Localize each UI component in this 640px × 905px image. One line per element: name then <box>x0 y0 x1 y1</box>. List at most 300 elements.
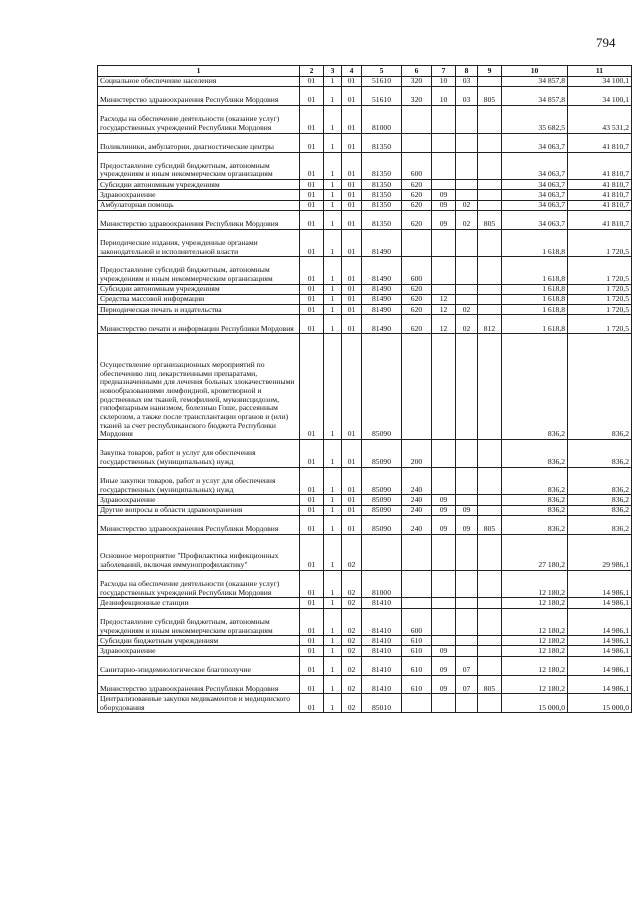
column-header: 8 <box>456 66 478 77</box>
table-cell: 81490 <box>362 257 402 285</box>
table-cell <box>478 229 502 257</box>
table-cell: 01 <box>300 305 324 315</box>
table-cell: 1 <box>324 495 342 505</box>
table-cell: 01 <box>342 200 362 210</box>
table-cell: 1 720,5 <box>568 229 632 257</box>
table-row <box>98 598 632 608</box>
table-cell: 81410 <box>362 646 402 656</box>
row-description: Субсидии автономным учреждениям <box>98 180 300 190</box>
table-cell: 320 <box>402 87 432 106</box>
table-cell: 1 720,5 <box>568 257 632 285</box>
table-cell <box>456 495 478 505</box>
table-cell: 836,2 <box>502 495 568 505</box>
table-cell: 836,2 <box>568 505 632 515</box>
table-cell: 1 <box>324 180 342 190</box>
table-cell: 85010 <box>362 694 402 713</box>
table-cell <box>402 534 432 570</box>
table-cell: 620 <box>402 210 432 229</box>
table-cell: 01 <box>342 440 362 468</box>
table-row <box>98 608 632 636</box>
table-cell <box>456 190 478 200</box>
table-cell: 01 <box>342 515 362 534</box>
table-cell: 1 618,8 <box>502 294 568 304</box>
table-cell: 07 <box>456 675 478 694</box>
table-cell: 01 <box>300 229 324 257</box>
table-row <box>98 77 632 87</box>
row-description: Санитарно-эпидемиологическое благополучие <box>98 656 300 675</box>
table-cell: 240 <box>402 515 432 534</box>
table-cell: 01 <box>300 133 324 152</box>
table-row <box>98 200 632 210</box>
table-cell <box>432 608 456 636</box>
table-cell: 03 <box>456 77 478 87</box>
row-description: Закупка товаров, работ и услуг для обеспечения государственных (муниципальных) нужд <box>98 440 300 468</box>
table-cell: 12 180,2 <box>502 656 568 675</box>
column-header: 2 <box>300 66 324 77</box>
table-cell: 01 <box>300 200 324 210</box>
table-cell <box>478 598 502 608</box>
table-cell: 01 <box>300 77 324 87</box>
table-cell: 10 <box>432 77 456 87</box>
table-cell: 1 <box>324 598 342 608</box>
table-cell <box>456 106 478 134</box>
table-cell: 1 <box>324 229 342 257</box>
table-cell: 610 <box>402 636 432 646</box>
table-cell: 09 <box>432 646 456 656</box>
table-row <box>98 646 632 656</box>
table-cell: 01 <box>342 77 362 87</box>
row-description: Периодические издания, учрежденные органами законодательной и исполнительной власти <box>98 229 300 257</box>
table-cell <box>456 284 478 294</box>
table-cell: 02 <box>342 675 362 694</box>
table-cell: 09 <box>432 200 456 210</box>
table-cell: 01 <box>342 284 362 294</box>
table-cell: 01 <box>300 694 324 713</box>
table-cell: 1 <box>324 87 342 106</box>
page-number: 794 <box>596 35 616 50</box>
table-cell: 1 <box>324 656 342 675</box>
table-cell: 85090 <box>362 440 402 468</box>
table-cell <box>402 106 432 134</box>
table-cell: 02 <box>456 305 478 315</box>
table-row <box>98 505 632 515</box>
table-cell: 02 <box>342 570 362 598</box>
table-cell <box>402 133 432 152</box>
table-cell: 1 <box>324 133 342 152</box>
table-row <box>98 305 632 315</box>
table-cell: 81410 <box>362 608 402 636</box>
table-cell <box>432 180 456 190</box>
table-cell <box>478 467 502 495</box>
table-cell <box>456 440 478 468</box>
column-header: 3 <box>324 66 342 77</box>
table-cell: 1 720,5 <box>568 284 632 294</box>
table-row <box>98 229 632 257</box>
table-cell: 01 <box>342 334 362 440</box>
table-cell: 41 810,7 <box>568 180 632 190</box>
table-cell: 34 063,7 <box>502 152 568 180</box>
table-cell <box>432 440 456 468</box>
table-row <box>98 294 632 304</box>
table-cell: 836,2 <box>568 515 632 534</box>
table-cell: 1 618,8 <box>502 257 568 285</box>
table-cell: 51610 <box>362 77 402 87</box>
table-cell: 85090 <box>362 334 402 440</box>
table-cell: 01 <box>300 608 324 636</box>
table-cell: 81410 <box>362 675 402 694</box>
table-cell: 81490 <box>362 229 402 257</box>
table-row <box>98 534 632 570</box>
column-header: 1 <box>98 66 300 77</box>
table-cell: 1 <box>324 305 342 315</box>
table-cell: 01 <box>342 87 362 106</box>
column-header: 9 <box>478 66 502 77</box>
table-cell <box>478 534 502 570</box>
table-cell <box>402 570 432 598</box>
table-cell: 836,2 <box>568 440 632 468</box>
table-row <box>98 210 632 229</box>
table-row <box>98 180 632 190</box>
table-cell: 620 <box>402 190 432 200</box>
row-description: Здравоохранение <box>98 495 300 505</box>
table-cell: 07 <box>456 656 478 675</box>
table-cell: 620 <box>402 315 432 334</box>
table-cell: 41 810,7 <box>568 133 632 152</box>
table-row <box>98 694 632 713</box>
table-cell: 01 <box>342 257 362 285</box>
table-cell: 81350 <box>362 180 402 190</box>
table-cell: 02 <box>342 646 362 656</box>
row-description: Предоставление субсидий бюджетным, автономным учреждениям и иным некоммерческим организациям <box>98 608 300 636</box>
table-cell: 01 <box>342 294 362 304</box>
table-cell: 610 <box>402 675 432 694</box>
table-cell: 805 <box>478 515 502 534</box>
table-cell: 34 063,7 <box>502 210 568 229</box>
table-cell <box>478 570 502 598</box>
table-cell: 12 <box>432 294 456 304</box>
table-cell <box>478 77 502 87</box>
table-cell: 12 <box>432 315 456 334</box>
table-cell: 14 986,1 <box>568 598 632 608</box>
table-cell <box>456 608 478 636</box>
table-cell: 620 <box>402 305 432 315</box>
table-cell: 01 <box>300 467 324 495</box>
table-cell: 81490 <box>362 305 402 315</box>
table-cell: 02 <box>342 656 362 675</box>
row-description: Поликлиники, амбулатории, диагностические центры <box>98 133 300 152</box>
table-cell <box>402 229 432 257</box>
table-cell: 01 <box>342 133 362 152</box>
table-cell: 836,2 <box>502 467 568 495</box>
table-cell: 1 <box>324 284 342 294</box>
table-cell <box>432 284 456 294</box>
row-description: Предоставление субсидий бюджетным, автономным учреждениям и иным некоммерческим организациям <box>98 257 300 285</box>
table-cell: 836,2 <box>502 505 568 515</box>
table-cell: 01 <box>342 229 362 257</box>
table-cell: 01 <box>342 505 362 515</box>
table-cell <box>432 534 456 570</box>
table-cell: 85090 <box>362 495 402 505</box>
table-cell: 01 <box>342 305 362 315</box>
table-cell: 41 810,7 <box>568 210 632 229</box>
table-row <box>98 284 632 294</box>
table-cell: 805 <box>478 675 502 694</box>
table-cell: 01 <box>342 315 362 334</box>
column-header: 4 <box>342 66 362 77</box>
row-description: Централизованные закупки медикаментов и медицинского оборудования <box>98 694 300 713</box>
table-cell <box>478 305 502 315</box>
table-cell: 14 986,1 <box>568 636 632 646</box>
table-cell: 1 <box>324 534 342 570</box>
table-cell: 34 857,8 <box>502 77 568 87</box>
row-description: Амбулаторная помощь <box>98 200 300 210</box>
table-cell: 02 <box>342 694 362 713</box>
row-description: Министерство здравоохранения Республики Мордовия <box>98 515 300 534</box>
table-cell: 1 <box>324 694 342 713</box>
row-description: Дезинфекционные станции <box>98 598 300 608</box>
table-cell: 240 <box>402 495 432 505</box>
table-cell: 01 <box>300 495 324 505</box>
table-cell: 200 <box>402 440 432 468</box>
table-cell <box>478 646 502 656</box>
table-cell <box>478 180 502 190</box>
table-cell: 01 <box>300 294 324 304</box>
row-description: Здравоохранение <box>98 190 300 200</box>
table-cell: 1 720,5 <box>568 294 632 304</box>
row-description: Расходы на обеспечение деятельности (оказание услуг) государственных учреждений Республики Мордовия <box>98 570 300 598</box>
table-cell: 34 063,7 <box>502 190 568 200</box>
table-cell: 01 <box>342 467 362 495</box>
table-cell: 09 <box>432 515 456 534</box>
row-description: Расходы на обеспечение деятельности (оказание услуг) государственных учреждений Республики Мордовия <box>98 106 300 134</box>
table-cell: 81350 <box>362 190 402 200</box>
table-cell: 02 <box>342 636 362 646</box>
table-cell: 34 857,8 <box>502 87 568 106</box>
table-cell: 01 <box>342 210 362 229</box>
table-cell: 600 <box>402 608 432 636</box>
table-cell: 805 <box>478 87 502 106</box>
table-cell: 12 180,2 <box>502 570 568 598</box>
table-cell: 14 986,1 <box>568 656 632 675</box>
table-cell: 1 <box>324 646 342 656</box>
table-cell <box>432 229 456 257</box>
table-cell: 1 <box>324 106 342 134</box>
table-cell: 01 <box>300 646 324 656</box>
table-cell: 836,2 <box>568 495 632 505</box>
table-cell: 12 180,2 <box>502 675 568 694</box>
table-cell <box>432 636 456 646</box>
table-cell: 1 618,8 <box>502 305 568 315</box>
table-cell: 81490 <box>362 315 402 334</box>
table-cell <box>432 106 456 134</box>
table-cell <box>478 152 502 180</box>
table-cell: 01 <box>342 106 362 134</box>
row-description: Основное мероприятие "Профилактика инфекционных заболеваний, включая иммунопрофилактику" <box>98 534 300 570</box>
table-row <box>98 636 632 646</box>
table-row <box>98 257 632 285</box>
table-cell <box>456 229 478 257</box>
table-cell: 14 986,1 <box>568 675 632 694</box>
table-cell: 1 <box>324 190 342 200</box>
table-cell: 240 <box>402 467 432 495</box>
table-cell <box>432 467 456 495</box>
row-description: Субсидии автономным учреждениям <box>98 284 300 294</box>
row-description: Министерство печати и информации Республики Мордовия <box>98 315 300 334</box>
table-cell: 1 <box>324 315 342 334</box>
table-cell: 610 <box>402 656 432 675</box>
table-cell: 10 <box>432 87 456 106</box>
row-description: Иные закупки товаров, работ и услуг для обеспечения государственных (муниципальных) нужд <box>98 467 300 495</box>
table-cell: 1 <box>324 200 342 210</box>
table-cell: 1 <box>324 467 342 495</box>
table-cell: 02 <box>456 200 478 210</box>
table-cell: 620 <box>402 294 432 304</box>
table-cell: 01 <box>342 495 362 505</box>
table-cell: 01 <box>300 440 324 468</box>
table-cell: 09 <box>432 190 456 200</box>
table-cell <box>478 106 502 134</box>
table-row <box>98 440 632 468</box>
table-cell <box>432 334 456 440</box>
table-cell: 09 <box>432 495 456 505</box>
table-cell: 81350 <box>362 200 402 210</box>
table-cell: 12 180,2 <box>502 598 568 608</box>
table-cell: 51610 <box>362 87 402 106</box>
table-cell <box>456 257 478 285</box>
table-cell: 81350 <box>362 210 402 229</box>
table-cell: 01 <box>300 534 324 570</box>
table-cell: 09 <box>432 656 456 675</box>
table-cell: 836,2 <box>568 334 632 440</box>
table-cell <box>432 598 456 608</box>
column-header: 11 <box>568 66 632 77</box>
table-cell: 836,2 <box>568 467 632 495</box>
column-header: 7 <box>432 66 456 77</box>
table-cell <box>432 694 456 713</box>
table-cell: 85090 <box>362 505 402 515</box>
table-cell: 620 <box>402 200 432 210</box>
table-cell: 836,2 <box>502 334 568 440</box>
table-cell <box>456 152 478 180</box>
table-cell: 81490 <box>362 294 402 304</box>
table-cell: 09 <box>432 505 456 515</box>
table-cell <box>478 200 502 210</box>
table-cell: 12 180,2 <box>502 636 568 646</box>
table-cell: 09 <box>432 675 456 694</box>
table-cell <box>362 534 402 570</box>
table-cell: 01 <box>300 284 324 294</box>
table-row <box>98 515 632 534</box>
table-cell: 03 <box>456 87 478 106</box>
table-cell <box>456 133 478 152</box>
budget-table <box>97 65 632 713</box>
table-cell: 02 <box>342 608 362 636</box>
row-description: Министерство здравоохранения Республики Мордовия <box>98 87 300 106</box>
table-cell: 1 <box>324 294 342 304</box>
table-cell: 1 618,8 <box>502 229 568 257</box>
table-cell: 81410 <box>362 656 402 675</box>
table-cell: 41 810,7 <box>568 190 632 200</box>
table-cell <box>478 495 502 505</box>
table-cell: 1 <box>324 675 342 694</box>
column-header: 6 <box>402 66 432 77</box>
table-cell <box>432 570 456 598</box>
table-cell <box>478 334 502 440</box>
table-cell: 1 618,8 <box>502 315 568 334</box>
table-row <box>98 87 632 106</box>
table-cell: 1 <box>324 334 342 440</box>
table-cell: 35 682,5 <box>502 106 568 134</box>
table-cell: 81350 <box>362 152 402 180</box>
table-cell <box>478 133 502 152</box>
table-cell <box>432 133 456 152</box>
table-cell <box>432 152 456 180</box>
table-cell: 01 <box>300 598 324 608</box>
table-cell: 01 <box>342 180 362 190</box>
table-cell: 1 618,8 <box>502 284 568 294</box>
table-cell: 41 810,7 <box>568 152 632 180</box>
table-cell: 240 <box>402 505 432 515</box>
table-cell <box>456 180 478 190</box>
table-row <box>98 675 632 694</box>
row-description: Министерство здравоохранения Республики Мордовия <box>98 675 300 694</box>
table-cell <box>456 294 478 304</box>
table-cell: 1 <box>324 77 342 87</box>
table-cell: 34 100,1 <box>568 87 632 106</box>
table-cell: 805 <box>478 210 502 229</box>
table-cell: 09 <box>432 210 456 229</box>
table-cell: 620 <box>402 180 432 190</box>
table-cell: 02 <box>342 534 362 570</box>
table-cell: 09 <box>456 515 478 534</box>
table-cell: 01 <box>300 505 324 515</box>
table-cell: 81490 <box>362 284 402 294</box>
table-cell <box>478 636 502 646</box>
table-cell: 01 <box>300 87 324 106</box>
table-cell <box>478 294 502 304</box>
table-cell: 02 <box>342 598 362 608</box>
table-cell: 320 <box>402 77 432 87</box>
table-cell: 01 <box>300 636 324 646</box>
table-cell: 620 <box>402 284 432 294</box>
table-cell: 81350 <box>362 133 402 152</box>
table-cell: 836,2 <box>502 440 568 468</box>
table-cell: 01 <box>300 570 324 598</box>
table-cell: 29 986,1 <box>568 534 632 570</box>
table-row <box>98 570 632 598</box>
table-cell: 01 <box>300 210 324 229</box>
table-cell <box>478 440 502 468</box>
row-description: Периодическая печать и издательства <box>98 305 300 315</box>
row-description: Здравоохранение <box>98 646 300 656</box>
table-cell: 1 <box>324 505 342 515</box>
table-cell <box>478 257 502 285</box>
table-cell: 01 <box>342 190 362 200</box>
table-cell <box>478 656 502 675</box>
table-cell <box>478 505 502 515</box>
table-cell <box>402 598 432 608</box>
table-cell: 01 <box>300 106 324 134</box>
table-cell <box>456 534 478 570</box>
table-cell: 81410 <box>362 636 402 646</box>
table-cell: 812 <box>478 315 502 334</box>
row-description: Другие вопросы в области здравоохранения <box>98 505 300 515</box>
table-row <box>98 152 632 180</box>
row-description: Социальное обеспечение населения <box>98 77 300 87</box>
table-cell <box>478 608 502 636</box>
table-cell: 01 <box>300 675 324 694</box>
table-cell <box>478 694 502 713</box>
